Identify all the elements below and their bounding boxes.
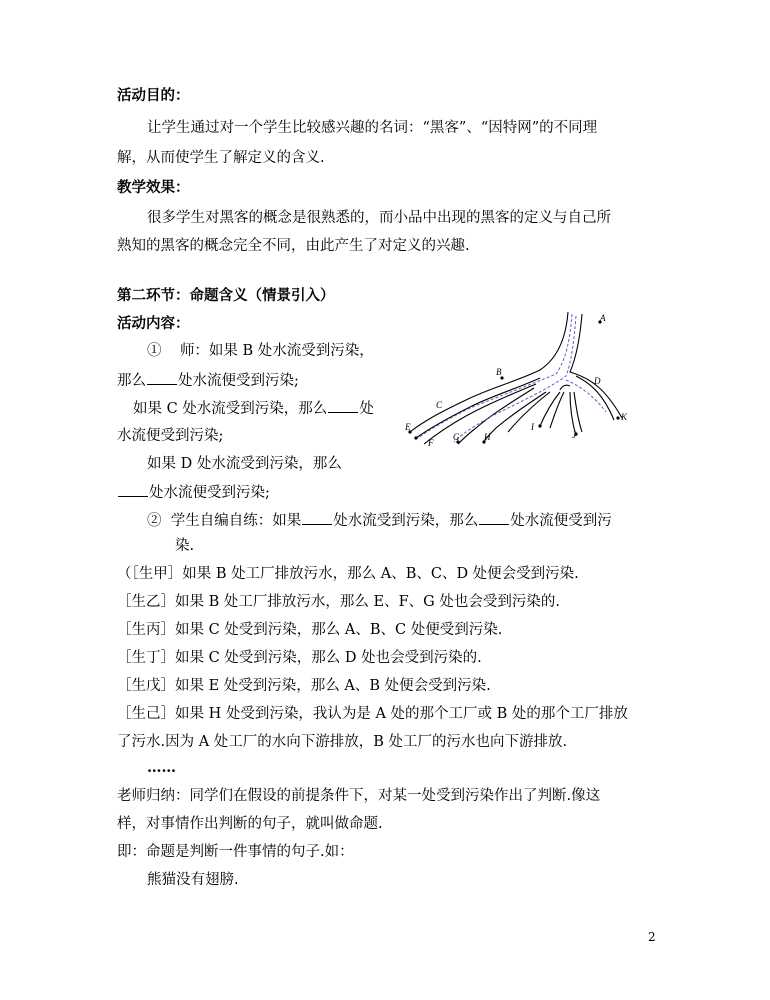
question-4-line2: 染. (175, 538, 195, 554)
fill-blank (118, 482, 148, 497)
question-2-line1 (133, 398, 374, 419)
student-answer-2: ［生乙］如果 B 处工厂排放污水，那么 E、F、G 处也会受到污染的. (117, 594, 560, 610)
paragraph-goal-line1: 让学生通过对一个学生比较感兴趣的名词：“黑客”、“因特网”的不同理 (147, 120, 598, 136)
fill-blank (302, 510, 332, 525)
student-answer-1: （［生甲］如果 B 处工厂排放污水，那么 A、B、C、D 处便会受到污染. (117, 566, 579, 582)
activity-content-label: 活动内容： (117, 315, 190, 332)
text-part: 那么 (117, 373, 146, 389)
example: 熊猫没有翅膀. (147, 872, 239, 888)
summary-line1: 老师归纳：同学们在假设的前提条件下，对某一处受到污染作出了判断.像这 (117, 788, 601, 804)
label-a: A (600, 313, 606, 323)
heading-teaching-effect: 教学效果： (117, 179, 190, 196)
student-answer-5: ［生戊］如果 E 处受到污染，那么 A、B 处便会受到污染. (117, 678, 491, 694)
student-answer-4: ［生丁］如果 C 处受到污染，那么 D 处也会受到污染的. (117, 650, 482, 666)
student-answer-6-cont: 了污水.因为 A 处工厂的水向下游排放，B 处工厂的污水也向下游排放. (117, 734, 568, 750)
label-c: C (436, 400, 443, 410)
label-f: F (428, 438, 434, 448)
paragraph-goal-line2: 解，从而使学生了解定义的含义. (117, 150, 325, 166)
text-part: 学生自编自练：如果 (170, 513, 302, 529)
river-banks (410, 312, 622, 444)
label-e: E (405, 422, 411, 432)
fill-blank (147, 370, 177, 385)
paragraph-effect-line1: 很多学生对黑客的概念是很熟悉的，而小品中出现的黑客的定义与自己所 (147, 210, 611, 226)
question-1-line2 (117, 370, 299, 391)
circled-number-2: ② (147, 513, 162, 529)
question-1-line1 (147, 341, 374, 361)
summary-line2: 样，对事情作出判断的句子，就叫做命题. (117, 816, 383, 832)
label-i: I (531, 422, 534, 432)
question-2-line2: 水流便受到污染; (117, 428, 224, 444)
text-part: 处 (359, 401, 374, 417)
text-part: 处水流便受到污染; (178, 373, 299, 389)
text-part: 处水流便受到污 (510, 513, 612, 529)
label-d: D (594, 376, 601, 386)
question-1-text: 师：如果 B 处水流受到污染， (179, 343, 374, 359)
label-b: B (496, 367, 502, 377)
label-k: K (621, 412, 628, 422)
river-diagram (400, 308, 650, 450)
paragraph-effect-line2: 熟知的黑客的概念完全不同，由此产生了对定义的兴趣. (117, 238, 470, 254)
text-part: 如果 C 处水流受到污染，那么 (133, 401, 328, 417)
circled-number-1: ① (147, 343, 162, 359)
question-3-line1: 如果 D 处水流受到污染，那么 (147, 456, 342, 472)
fill-blank (479, 510, 509, 525)
student-answer-6: ［生己］如果 H 处受到污染，我认为是 A 处的那个工厂或 B 处的那个工厂排放 (117, 706, 628, 722)
fill-blank (328, 398, 358, 413)
definition: 即：命题是判断一件事情的句子.如： (117, 844, 354, 860)
ellipsis: …… (147, 759, 176, 776)
question-3-line2 (117, 482, 270, 503)
text-part: 处水流便受到污染; (149, 485, 270, 501)
section-title: 第二环节：命题含义（情景引入） (117, 287, 335, 304)
label-h: H (484, 432, 491, 442)
text-part: 处水流受到污染，那么 (333, 513, 479, 529)
label-j: J (572, 430, 576, 440)
page-number: 2 (648, 930, 656, 944)
question-4-line1 (147, 510, 612, 531)
label-g: G (453, 432, 460, 442)
student-answer-3: ［生丙］如果 C 处受到污染，那么 A、B、C 处便受到污染. (117, 622, 503, 638)
flow-lines (418, 314, 606, 442)
heading-activity-goal: 活动目的： (117, 87, 190, 104)
